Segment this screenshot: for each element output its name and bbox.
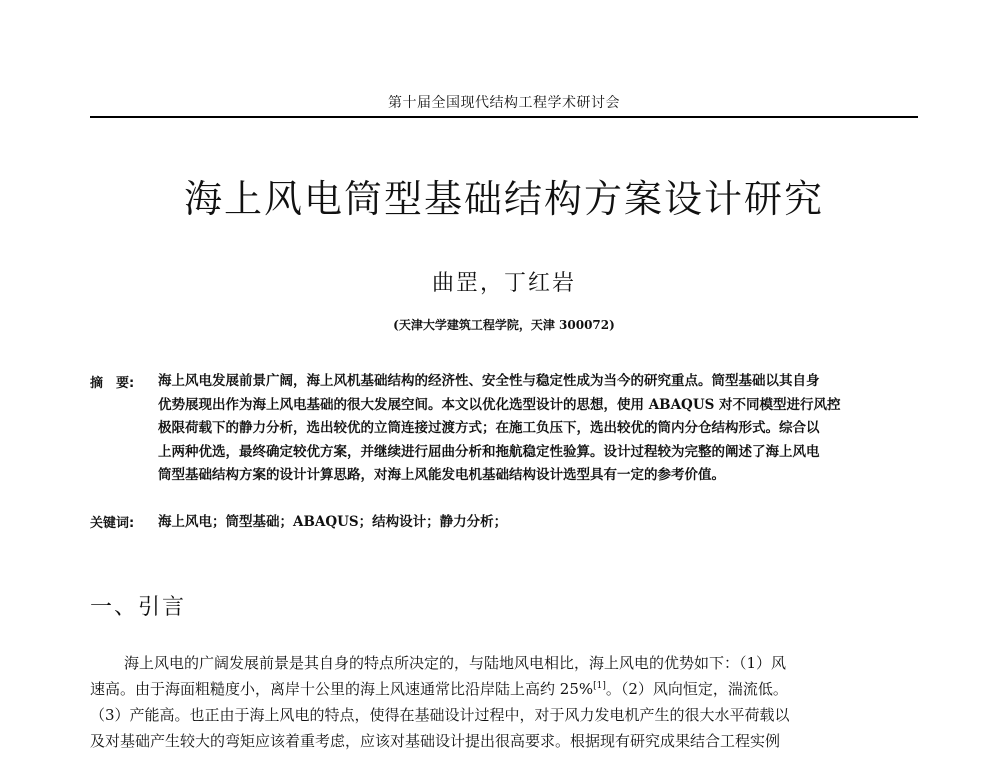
abstract-body xyxy=(158,370,912,488)
body-line xyxy=(90,676,912,702)
body-line-text: 。（2）风向恒定，湍流低。 xyxy=(605,680,788,698)
citation-ref: [1] xyxy=(593,681,606,691)
abstract-line: 海上风电发展前景广阔，海上风机基础结构的经济性、安全性与稳定性成为当今的研究重点。筒型基础以其自身 xyxy=(158,373,820,389)
abstract-line: 筒型基础结构方案的设计计算思路，对海上风能发电机基础结构设计选型具有一定的参考价值。 xyxy=(158,467,725,483)
abstract-line: 上两种优选，最终确定较优方案，并继续进行屈曲分析和拖航稳定性验算。设计过程较为完整的阐述了海上风电 xyxy=(158,443,820,460)
keywords-label: 关键词: xyxy=(90,516,135,531)
body-paragraph xyxy=(90,650,912,754)
abstract-line: 极限荷载下的静力分析，选出较优的立筒连接过渡方式；在施工负压下，选出较优的筒内分仓结构形式。综合以 xyxy=(158,420,820,436)
running-header: 第十届全国现代结构工程学术研讨会 xyxy=(388,95,620,111)
authors: 曲罡，丁红岩 xyxy=(431,271,576,296)
abstract-line: 优势展现出作为海上风电基础的很大发展空间。本文以优化选型设计的思想，使用 ABAQUS 对不同模型进行风控 xyxy=(158,396,841,413)
section-heading-introduction: 一、引言 xyxy=(90,595,187,620)
body-line: （3）产能高。也正由于海上风电的特点，使得在基础设计过程中，对于风力发电机产生的很大水平荷载以 xyxy=(90,706,790,724)
affiliation: (天津大学建筑工程学院，天津 300072) xyxy=(393,318,615,332)
body-line-text: 速高。由于海面粗糙度小，离岸十公里的海上风速通常比沿岸陆上高约 25% xyxy=(90,680,594,698)
body-line: 及对基础产生较大的弯矩应该着重考虑，应该对基础设计提出很高要求。根据现有研究成果结合工程实例 xyxy=(90,732,781,750)
abstract-label: 摘 要: xyxy=(90,376,135,391)
header-rule xyxy=(90,116,918,118)
keywords-text: 海上风电；筒型基础；ABAQUS；结构设计；静力分析； xyxy=(158,514,508,530)
paper-title: 海上风电筒型基础结构方案设计研究 xyxy=(183,177,824,221)
body-line: 海上风电的广阔发展前景是其自身的特点所决定的，与陆地风电相比，海上风电的优势如下：（1）风 xyxy=(124,654,787,672)
